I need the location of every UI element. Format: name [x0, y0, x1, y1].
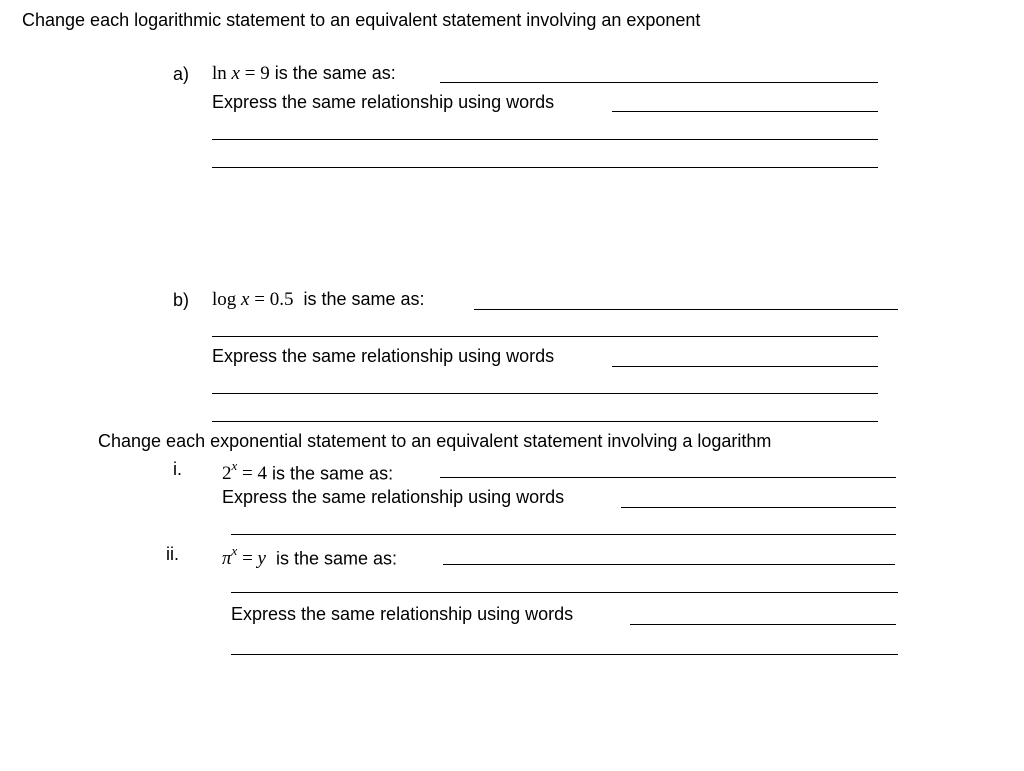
item-a-rhs: 9 — [260, 63, 270, 84]
item-i-same-as: is the same as: — [272, 463, 394, 484]
item-i-answer-line[interactable] — [440, 477, 896, 478]
item-a-words-line-3[interactable] — [212, 167, 878, 168]
item-a-words-line-1[interactable] — [612, 111, 878, 112]
item-b-label: b) — [173, 290, 190, 310]
item-a-eq: = — [244, 63, 256, 84]
item-ii-extra-line[interactable] — [231, 592, 898, 593]
item-b-var: x — [241, 289, 250, 310]
item-i-label: i. — [173, 459, 182, 479]
item-ii-same-as: is the same as: — [275, 548, 398, 569]
item-b-answer-line[interactable] — [474, 309, 898, 310]
item-ii-label: ii. — [166, 544, 179, 564]
item-ii-statement — [222, 542, 397, 570]
item-i-words-line-1[interactable] — [621, 507, 896, 508]
item-ii-base: π — [222, 548, 232, 570]
item-i-words-line-2[interactable] — [231, 534, 896, 535]
item-ii-express-label: Express the same relationship using words — [231, 604, 574, 624]
item-a-label: a) — [173, 64, 190, 84]
item-i-statement — [222, 457, 393, 485]
item-a-words-line-2[interactable] — [212, 139, 878, 140]
item-b-words-line-3[interactable] — [212, 421, 878, 422]
item-ii-answer-line[interactable] — [443, 564, 895, 565]
item-a-answer-line[interactable] — [440, 82, 878, 83]
item-a-express-label: Express the same relationship using words — [212, 92, 555, 112]
item-i-rhs: 4 — [257, 463, 267, 485]
item-a-same-as: is the same as: — [274, 63, 396, 83]
item-b-same-as: is the same as: — [303, 289, 425, 309]
item-ii-words-line-1[interactable] — [630, 624, 896, 625]
item-b-statement — [212, 288, 425, 311]
item-b-extra-line[interactable] — [212, 336, 878, 337]
item-b-eq: = — [254, 289, 265, 310]
item-i-eq: = — [242, 463, 253, 485]
item-b-words-line-1[interactable] — [612, 366, 878, 367]
section-1-heading: Change each logarithmic statement to an equivalent statement involving an exponent — [22, 10, 701, 30]
item-b-rhs: 0.5 — [269, 289, 294, 310]
item-b-fn: log — [212, 289, 237, 310]
item-ii-exp: x — [231, 543, 238, 558]
item-ii-eq: = — [242, 548, 253, 570]
item-i-exp: x — [231, 458, 238, 473]
item-b-express-label: Express the same relationship using words — [212, 346, 555, 366]
item-ii-rhs: y — [257, 548, 266, 570]
item-a-statement — [212, 62, 396, 85]
item-a-var: x — [231, 63, 240, 84]
item-b-words-line-2[interactable] — [212, 393, 878, 394]
item-ii-words-line-2[interactable] — [231, 654, 898, 655]
item-i-express-label: Express the same relationship using words — [222, 487, 565, 507]
item-i-base: 2 — [222, 463, 232, 485]
section-2-heading: Change each exponential statement to an equivalent statement involving a logarithm — [98, 431, 772, 451]
item-a-fn: ln — [212, 63, 227, 84]
